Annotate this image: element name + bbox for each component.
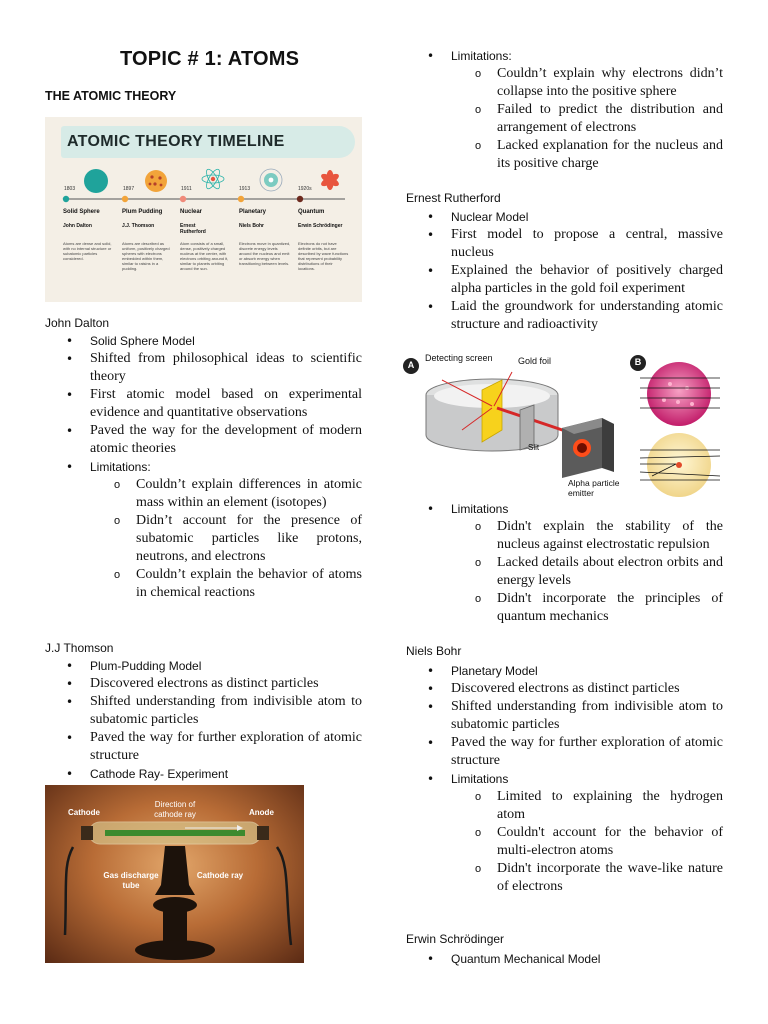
dalton-limitation-3: o Couldn’t explain the behavior of atoms in chemical reactions [45, 566, 362, 602]
label-cathode-ray: Cathode ray [196, 871, 244, 880]
bohr-limitation-2: o Couldn't account for the behavior of multi-electron atoms [406, 824, 723, 860]
rutherford-limitation-3: o Didn't incorporate the principles of quantum mechanics [406, 590, 723, 626]
bohr-limitations-label: • Limitations [406, 770, 723, 788]
bohr-heading: Niels Bohr [406, 644, 462, 658]
model-planetary: Planetary [239, 209, 267, 215]
rutherford-limitations-section [406, 500, 723, 626]
nuclear-atom-icon [202, 167, 224, 190]
bohr-limitation-3: o Didn't incorporate the wave-like nature of electrons [406, 860, 723, 896]
timeline-dot-1897 [122, 196, 128, 202]
thomson-limitation-1: o Couldn’t explain why electrons didn’t collapse into the positive sphere [406, 65, 723, 101]
thomson-atom-diagram [647, 362, 711, 426]
page-title: TOPIC # 1: ATOMS [120, 48, 300, 70]
bohr-section [406, 662, 723, 896]
schrodinger-section [406, 950, 723, 968]
thomson-limitation-2: o Failed to predict the distribution and arrangement of electrons [406, 101, 723, 137]
dalton-point-2: • First atomic model based on experimental evidence and quantitative observations [45, 386, 362, 422]
thomson-experiment: • Cathode Ray- Experiment [45, 765, 362, 783]
desc-bohr: Electrons move in quantized, discrete energy levels around the nucleus and emit or absorb energy when transitioning between levels. [239, 241, 291, 266]
dalton-limitation-1: o Couldn’t explain differences in atomic mass within an element (isotopes) [45, 476, 362, 512]
dalton-limitations-label: • Limitations: [45, 458, 362, 476]
gold-foil-graphic [402, 350, 722, 505]
label-direction: Direction of cathode ray [154, 800, 196, 819]
bohr-model: • Planetary Model [406, 662, 723, 680]
label-alpha-emitter: Alpha particle emitter [568, 478, 620, 498]
year-1920s: 1920s [298, 186, 312, 192]
rutherford-section [406, 208, 723, 334]
timeline-banner: ATOMIC THEORY TIMELINE [61, 126, 355, 158]
atomic-theory-timeline-image [45, 117, 362, 302]
dalton-point-3: • Paved the way for the development of modern atomic theories [45, 422, 362, 458]
label-slit: Slit [528, 443, 540, 452]
timeline-dot-1911 [180, 196, 186, 202]
rutherford-model: • Nuclear Model [406, 208, 723, 226]
dalton-point-1: • Shifted from philosophical ideas to scientific theory [45, 350, 362, 386]
thomson-point-1: • Discovered electrons as distinct particles [45, 675, 362, 693]
dalton-model: • Solid Sphere Model [45, 332, 362, 350]
badge-a-label: A [407, 360, 415, 370]
year-1913: 1913 [239, 186, 251, 192]
badge-b-label: B [634, 357, 642, 367]
rutherford-heading: Ernest Rutherford [406, 191, 501, 205]
thomson-limitation-3: o Lacked explanation for the nucleus and its positive charge [406, 137, 723, 173]
desc-schrodinger: Electrons do not have definite orbits, but are described by wave functions that represent probability distributions of their locations. [298, 241, 349, 271]
cathode-ray-image [45, 785, 304, 963]
model-quantum: Quantum [298, 209, 325, 215]
timeline-dot-1920s [297, 196, 303, 202]
thomson-point-3: • Paved the way for further exploration of atomic structure [45, 729, 362, 765]
label-gold-foil: Gold foil [518, 356, 552, 366]
rutherford-limitation-1: o Didn't explain the stability of the nucleus against electrostatic repulsion [406, 518, 723, 554]
desc-rutherford: Atom consists of a small, dense, positively charged nucleus at the center, with electrons orbiting around it, similar to planets orbiting around the sun. [180, 241, 229, 271]
planetary-atom-icon [260, 169, 282, 191]
section-heading: THE ATOMIC THEORY [45, 89, 177, 103]
dalton-section [45, 332, 362, 602]
thomson-heading: J.J Thomson [45, 641, 114, 655]
thomson-limitations-label: • Limitations: [406, 47, 723, 65]
label-anode: Anode [249, 808, 274, 817]
dalton-limitation-2: o Didn’t account for the presence of subatomic particles like protons, neutrons, and electrons [45, 512, 362, 566]
plum-pudding-icon [145, 170, 167, 192]
scientist-thomson: J.J. Thomson [122, 223, 155, 229]
thomson-model: • Plum-Pudding Model [45, 657, 362, 675]
desc-thomson: Atoms are described as uniform, positively charged spheres with electrons embedded within them, similar to raisins in a pudding. [122, 241, 170, 271]
rutherford-point-1: • First model to propose a central, massive nucleus [406, 226, 723, 262]
model-solid-sphere: Solid Sphere [63, 209, 100, 215]
thomson-limitations-section [406, 47, 723, 173]
quantum-cloud-icon [319, 170, 340, 190]
timeline-dot-1913 [238, 196, 244, 202]
label-detecting-screen: Detecting screen [425, 353, 493, 363]
bohr-point-3: • Paved the way for further exploration of atomic structure [406, 734, 723, 770]
schrodinger-model: • Quantum Mechanical Model [406, 950, 723, 968]
thomson-point-2: • Shifted understanding from indivisible atom to subatomic particles [45, 693, 362, 729]
solid-sphere-icon [84, 169, 108, 193]
scientist-rutherford: Ernest Rutherford [180, 223, 206, 235]
rutherford-point-2: • Explained the behavior of positively charged alpha particles in the gold foil experiment [406, 262, 723, 298]
dalton-heading: John Dalton [45, 316, 110, 330]
rutherford-limitations-label: • Limitations [406, 500, 723, 518]
desc-dalton: Atoms are dense and solid, with no internal structure or subatomic particles considered. [63, 241, 112, 261]
year-1911: 1911 [181, 186, 192, 192]
label-cathode: Cathode [68, 808, 100, 817]
scientist-schrodinger: Erwin Schrödinger [298, 223, 343, 229]
rutherford-limitation-2: o Lacked details about electron orbits and energy levels [406, 554, 723, 590]
year-1897: 1897 [123, 186, 135, 192]
label-gas-tube: Gas discharge tube [103, 871, 159, 890]
year-1803: 1803 [64, 186, 76, 192]
scientist-bohr: Niels Bohr [239, 223, 265, 229]
thomson-section [45, 657, 362, 783]
bohr-point-2: • Shifted understanding from indivisible atom to subatomic particles [406, 698, 723, 734]
gold-foil-experiment-image [402, 350, 722, 505]
rutherford-point-3: • Laid the groundwork for understanding atomic structure and radioactivity [406, 298, 723, 334]
schrodinger-heading: Erwin Schrödinger [406, 932, 505, 946]
scientist-dalton: John Dalton [63, 223, 92, 229]
model-nuclear: Nuclear [180, 209, 203, 215]
timeline-dot-1803 [63, 196, 69, 202]
bohr-point-1: • Discovered electrons as distinct particles [406, 680, 723, 698]
bohr-limitation-1: o Limited to explaining the hydrogen atom [406, 788, 723, 824]
model-plum-pudding: Plum Pudding [122, 209, 163, 215]
